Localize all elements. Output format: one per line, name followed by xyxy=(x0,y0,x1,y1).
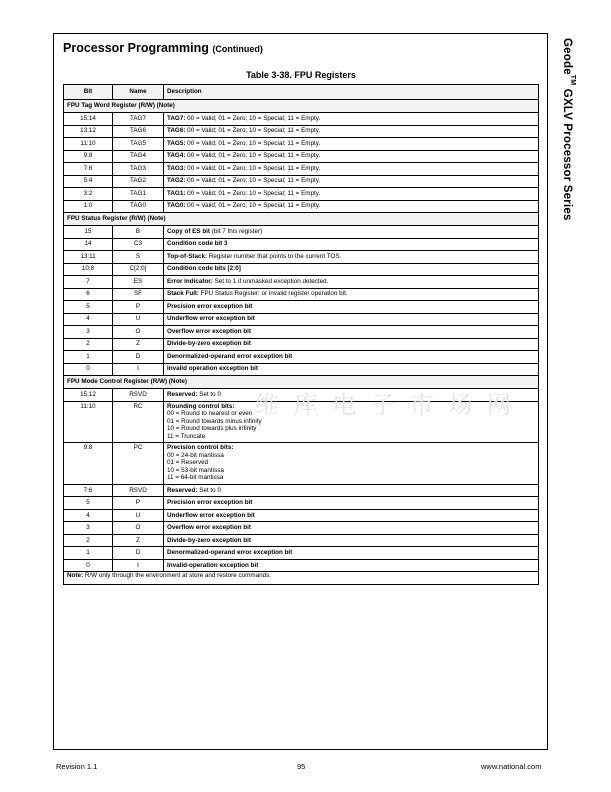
register-row xyxy=(64,175,539,188)
register-row xyxy=(64,301,539,314)
description-text: 00 = Valid; 01 = Zero; 10 = Special; 11 = Empty. xyxy=(185,139,321,147)
bit-cell: 7 xyxy=(64,276,113,289)
description-label: TAG6: xyxy=(167,127,186,135)
register-row xyxy=(64,559,539,572)
table-caption: Table 3-38. FPU Registers xyxy=(246,70,356,80)
name-cell: TAG2 xyxy=(113,175,164,188)
name-cell: U xyxy=(113,313,164,326)
description-label: TAG4: xyxy=(167,152,186,160)
col-header-description: Description xyxy=(164,85,539,100)
name-cell: Z xyxy=(113,338,164,351)
bit-cell: 2 xyxy=(64,534,113,547)
bit-cell: 13:11 xyxy=(64,251,113,264)
bit-cell: 9:8 xyxy=(64,150,113,163)
register-row xyxy=(64,389,539,402)
section-header-row xyxy=(64,376,539,389)
description-label: Condition code bits [2:0] xyxy=(167,265,241,273)
description-cell xyxy=(164,484,539,497)
description-cell xyxy=(164,522,539,535)
description-cell xyxy=(164,313,539,326)
name-cell: D xyxy=(113,351,164,364)
name-cell: TAG3 xyxy=(113,163,164,176)
description-cell xyxy=(164,338,539,351)
description-cell xyxy=(164,351,539,364)
description-label: Copy of ES bit xyxy=(167,227,211,235)
register-row xyxy=(64,401,539,443)
col-header-name: Name xyxy=(113,85,164,100)
description-cell xyxy=(164,138,539,151)
bit-cell: 1:0 xyxy=(64,200,113,213)
bit-cell: 15:14 xyxy=(64,113,113,126)
col-header-bit: Bit xyxy=(64,85,113,100)
name-cell: I xyxy=(113,559,164,572)
name-cell: B xyxy=(113,226,164,239)
description-text: Register number that points to the current TOS. xyxy=(207,252,342,260)
section-header-row xyxy=(64,213,539,226)
description-text: 00 = Valid; 01 = Zero; 10 = Special; 11 = Empty. xyxy=(185,127,321,135)
description-cell xyxy=(164,150,539,163)
description-cell xyxy=(164,226,539,239)
bit-cell: 7:6 xyxy=(64,484,113,497)
register-row xyxy=(64,547,539,560)
description-label: Precision error exception bit xyxy=(167,499,253,507)
bit-cell: 9:8 xyxy=(64,443,113,485)
fpu-registers-table xyxy=(63,84,539,585)
register-row xyxy=(64,251,539,264)
description-cell xyxy=(164,175,539,188)
description-text: Set to 1 if unmasked exception detected. xyxy=(212,277,329,285)
description-cell xyxy=(164,238,539,251)
bit-cell: 4 xyxy=(64,509,113,522)
description-cell xyxy=(164,401,539,443)
description-cell xyxy=(164,443,539,485)
description-text: 00 = Valid; 01 = Zero; 10 = Special; 11 = Empty. xyxy=(185,189,321,197)
description-cell xyxy=(164,263,539,276)
description-cell xyxy=(164,188,539,201)
footer-page-number: 95 xyxy=(297,762,306,771)
description-label: Condition code bit 3 xyxy=(167,240,228,248)
register-row xyxy=(64,326,539,339)
bit-cell: 1 xyxy=(64,547,113,560)
description-cell xyxy=(164,559,539,572)
description-cell xyxy=(164,288,539,301)
bit-cell: 14 xyxy=(64,238,113,251)
bit-cell: 3 xyxy=(64,326,113,339)
description-label: Invalid-operation exception bit xyxy=(167,561,259,569)
description-text: Set to 0 xyxy=(197,486,221,494)
name-cell: SF xyxy=(113,288,164,301)
bit-cell: 4 xyxy=(64,313,113,326)
register-row xyxy=(64,200,539,213)
name-cell: ES xyxy=(113,276,164,289)
name-cell: S xyxy=(113,251,164,264)
description-cell xyxy=(164,301,539,314)
bit-cell: 15:12 xyxy=(64,389,113,402)
section-title: FPU Status Register (R/W) (Note) xyxy=(64,213,539,226)
name-cell: TAG1 xyxy=(113,188,164,201)
bit-cell: 5 xyxy=(64,301,113,314)
description-option: 11 = 64-bit mantissa xyxy=(167,474,224,482)
bit-cell: 3 xyxy=(64,522,113,535)
name-cell: Z xyxy=(113,534,164,547)
side-title: Geode™ GXLV Processor Series xyxy=(561,38,576,221)
description-label: Precision error exception bit xyxy=(167,302,253,310)
name-cell: P xyxy=(113,497,164,510)
name-cell: O xyxy=(113,522,164,535)
description-label: Underflow error exception bit xyxy=(167,511,255,519)
name-cell: C[2:0] xyxy=(113,263,164,276)
description-label: TAG1: xyxy=(167,189,186,197)
description-label: Divide-by-zero exception bit xyxy=(167,340,251,348)
name-cell: TAG6 xyxy=(113,125,164,138)
name-cell: P xyxy=(113,301,164,314)
description-label: Overflow error exception bit xyxy=(167,524,251,532)
description-cell xyxy=(164,163,539,176)
description-text: 00 = Valid; 01 = Zero; 10 = Special; 11 = Empty. xyxy=(185,202,321,210)
description-label: Reserved: xyxy=(167,486,198,494)
bit-cell: 5:4 xyxy=(64,175,113,188)
name-cell: I xyxy=(113,363,164,376)
description-option: 01 = Reserved xyxy=(167,459,209,467)
description-cell xyxy=(164,497,539,510)
description-text: (bit 7 this register) xyxy=(210,227,263,235)
bit-cell: 0 xyxy=(64,559,113,572)
description-option: 01 = Round towards minus infinity xyxy=(167,417,262,425)
bit-cell: 13:12 xyxy=(64,125,113,138)
note-row xyxy=(64,572,539,585)
register-row xyxy=(64,263,539,276)
description-label: TAG5: xyxy=(167,139,186,147)
description-label: Error indicator: xyxy=(167,277,213,285)
name-cell: TAG4 xyxy=(113,150,164,163)
description-cell xyxy=(164,534,539,547)
description-option: 11 = Truncate xyxy=(167,432,206,440)
register-row xyxy=(64,288,539,301)
section-title: FPU Tag Word Register (R/W) (Note) xyxy=(64,100,539,113)
description-cell xyxy=(164,276,539,289)
page-heading xyxy=(63,41,263,55)
description-cell xyxy=(164,125,539,138)
name-cell: RC xyxy=(113,401,164,443)
register-row xyxy=(64,226,539,239)
description-label: Precision control bits: xyxy=(167,444,234,452)
heading-continued: (Continued) xyxy=(212,44,263,54)
register-row xyxy=(64,138,539,151)
register-row xyxy=(64,484,539,497)
section-header-row xyxy=(64,100,539,113)
description-cell xyxy=(164,509,539,522)
register-row xyxy=(64,188,539,201)
register-row xyxy=(64,338,539,351)
description-option: 10 = Round towards plus infinity xyxy=(167,425,257,433)
description-cell xyxy=(164,113,539,126)
name-cell: RSVD xyxy=(113,484,164,497)
note-label: Note: xyxy=(67,572,84,580)
watermark: 维 库 电 子 市 场 网 xyxy=(255,392,516,419)
name-cell: D xyxy=(113,547,164,560)
name-cell: C3 xyxy=(113,238,164,251)
description-label: Denormalized-operand error exception bit xyxy=(167,549,293,557)
description-label: TAG3: xyxy=(167,164,186,172)
register-row xyxy=(64,150,539,163)
description-cell xyxy=(164,363,539,376)
register-row xyxy=(64,238,539,251)
bit-cell: 15 xyxy=(64,226,113,239)
description-label: Reserved: xyxy=(167,390,198,398)
description-label: Rounding control bits: xyxy=(167,402,235,410)
footer-revision: Revision 1.1 xyxy=(56,762,98,771)
description-label: Denormalized-operand error exception bit xyxy=(167,352,293,360)
bit-cell: 7:6 xyxy=(64,163,113,176)
section-title: FPU Mode Control Register (R/W) (Note) xyxy=(64,376,539,389)
description-option: 00 = 24-bit mantissa xyxy=(167,451,224,459)
description-option: 10 = 53-bit mantissa xyxy=(167,466,224,474)
description-cell xyxy=(164,547,539,560)
footer-url: www.national.com xyxy=(481,762,542,771)
description-text: 00 = Valid; 01 = Zero; 10 = Special; 11 = Empty. xyxy=(185,164,321,172)
description-cell xyxy=(164,389,539,402)
description-cell xyxy=(164,251,539,264)
name-cell: O xyxy=(113,326,164,339)
name-cell: TAG7 xyxy=(113,113,164,126)
description-label: TAG0: xyxy=(167,202,186,210)
bit-cell: 1 xyxy=(64,351,113,364)
bit-cell: 10:8 xyxy=(64,263,113,276)
description-label: Top-of-Stack: xyxy=(167,252,208,260)
register-row xyxy=(64,163,539,176)
description-label: Invalid operation exception bit xyxy=(167,365,258,373)
description-text: FPU Status Register: or invalid register operation bit. xyxy=(198,290,348,298)
register-row xyxy=(64,113,539,126)
name-cell: TAG0 xyxy=(113,200,164,213)
description-label: TAG2: xyxy=(167,177,186,185)
name-cell: U xyxy=(113,509,164,522)
name-cell: PC xyxy=(113,443,164,485)
name-cell: TAG5 xyxy=(113,138,164,151)
description-text: Set to 0 xyxy=(197,390,221,398)
description-label: Divide-by-zero exception bit xyxy=(167,536,251,544)
bit-cell: 3:2 xyxy=(64,188,113,201)
description-option: 00 = Round to nearest or even xyxy=(167,410,253,418)
description-label: Stack Full: xyxy=(167,290,199,298)
description-text: 00 = Valid; 01 = Zero; 10 = Special; 11 = Empty. xyxy=(185,114,321,122)
description-text: 00 = Valid; 01 = Zero; 10 = Special; 11 = Empty. xyxy=(185,177,321,185)
bit-cell: 11:10 xyxy=(64,401,113,443)
heading-main: Processor Programming xyxy=(63,41,209,55)
register-row xyxy=(64,276,539,289)
bit-cell: 11:10 xyxy=(64,138,113,151)
register-row xyxy=(64,125,539,138)
description-cell xyxy=(164,326,539,339)
description-label: Overflow error exception bit xyxy=(167,327,251,335)
note-cell xyxy=(64,572,539,585)
description-label: TAG7: xyxy=(167,114,186,122)
register-row xyxy=(64,351,539,364)
register-row xyxy=(64,443,539,485)
name-cell: RSVD xyxy=(113,389,164,402)
register-row xyxy=(64,509,539,522)
description-label: Underflow error exception bit xyxy=(167,315,255,323)
bit-cell: 6 xyxy=(64,288,113,301)
register-row xyxy=(64,363,539,376)
bit-cell: 2 xyxy=(64,338,113,351)
bit-cell: 5 xyxy=(64,497,113,510)
register-row xyxy=(64,534,539,547)
description-cell xyxy=(164,200,539,213)
register-row xyxy=(64,313,539,326)
bit-cell: 0 xyxy=(64,363,113,376)
register-row xyxy=(64,522,539,535)
register-row xyxy=(64,497,539,510)
note-text: R/W only through the environment at store and restore commands. xyxy=(83,572,272,580)
description-text: 00 = Valid; 01 = Zero; 10 = Special; 11 = Empty. xyxy=(185,152,321,160)
